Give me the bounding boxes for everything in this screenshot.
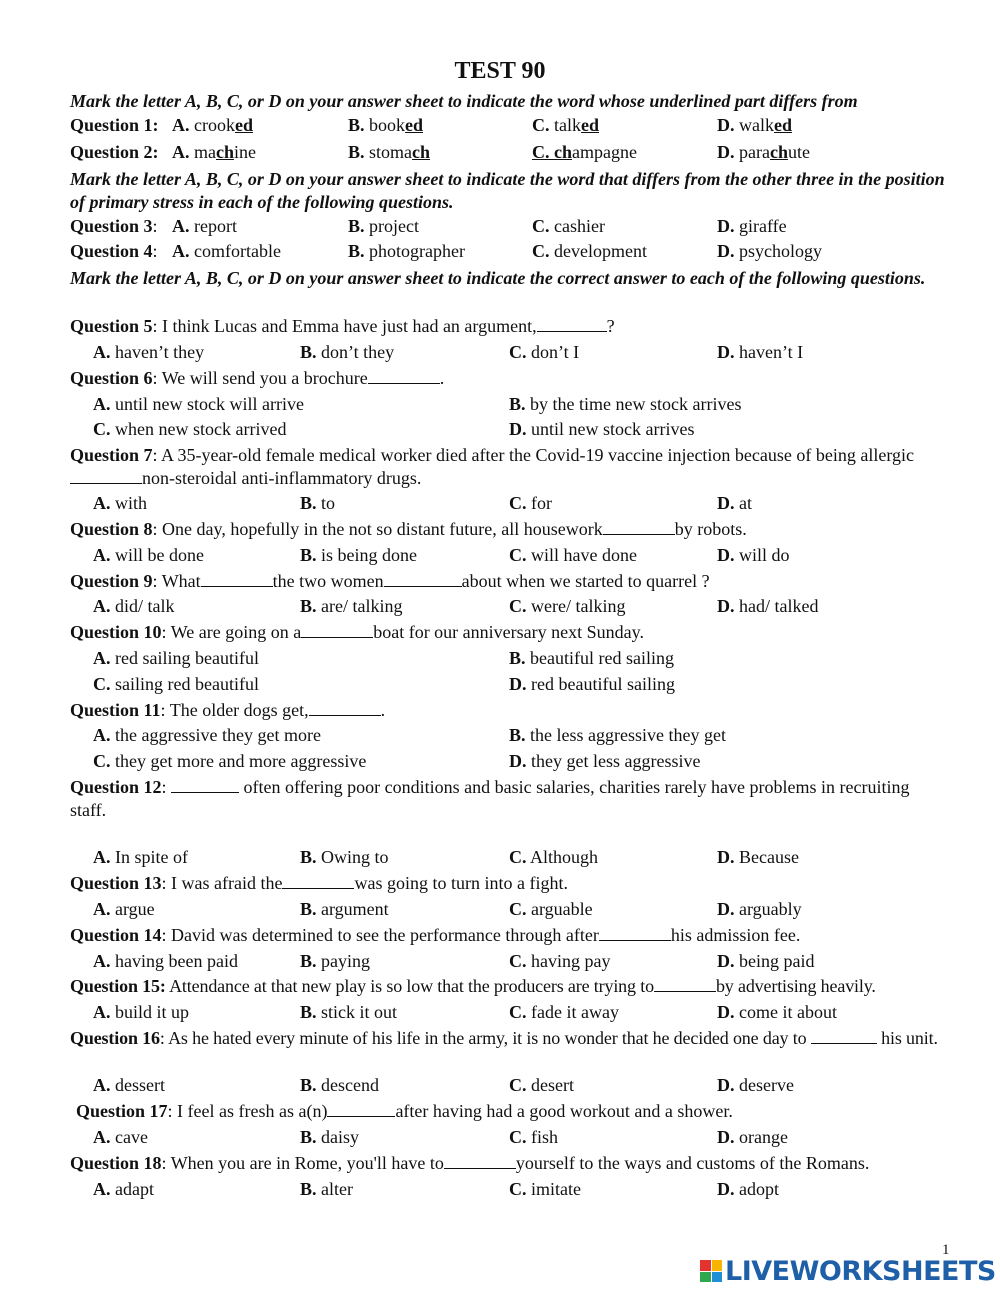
answer-blank[interactable] <box>603 518 675 535</box>
answer-blank[interactable] <box>327 1100 395 1117</box>
q6-option-a[interactable]: A. until new stock will arrive <box>93 394 304 414</box>
q8-option-c[interactable]: C. will have done <box>509 545 637 565</box>
question-label: Question 1: <box>70 115 159 135</box>
q16-option-c[interactable]: C. desert <box>509 1075 574 1095</box>
answer-blank[interactable] <box>301 621 373 638</box>
q17-option-b[interactable]: B. daisy <box>300 1127 360 1147</box>
q5-option-b[interactable]: B. don’t they <box>300 342 395 362</box>
q5-option-d[interactable]: D. haven’t I <box>717 342 804 362</box>
question-6: Question 6: We will send you a brochure . <box>70 368 445 388</box>
question-10: Question 10: We are going on a boat for our anniversary next Sunday. <box>70 622 644 642</box>
q7-option-a[interactable]: A. with <box>93 493 148 513</box>
question-15: Question 15: Attendance at that new play is so low that the producers are trying to by advertising heavily. <box>70 976 876 996</box>
q10-option-b[interactable]: B. beautiful red sailing <box>509 648 674 668</box>
instruction-correct: Mark the letter A, B, C, or D on your answer sheet to indicate the correct answer to each of the following questions. <box>70 268 926 288</box>
q2-option-a[interactable]: A. machine <box>172 142 256 162</box>
q11-option-a[interactable]: A. the aggressive they get more <box>93 725 321 745</box>
answer-blank[interactable] <box>537 315 607 332</box>
q14-option-c[interactable]: C. having pay <box>509 951 611 971</box>
q4-option-a[interactable]: A. comfortable <box>172 241 281 261</box>
question-4: Question 4: <box>70 241 158 261</box>
q2-option-d[interactable]: D. parachute <box>717 142 810 162</box>
q11-option-d[interactable]: D. they get less aggressive <box>509 751 701 771</box>
brand-name: LIVEWORKSHEETS <box>725 1255 996 1287</box>
q18-option-c[interactable]: C. imitate <box>509 1179 581 1199</box>
q14-option-b[interactable]: B. paying <box>300 951 371 971</box>
q6-option-c[interactable]: C. when new stock arrived <box>93 419 287 439</box>
q17-option-a[interactable]: A. cave <box>93 1127 148 1147</box>
q16-option-b[interactable]: B. descend <box>300 1075 379 1095</box>
q13-option-a[interactable]: A. argue <box>93 899 155 919</box>
q12-option-b[interactable]: B. Owing to <box>300 847 389 867</box>
q12-option-c[interactable]: C. Although <box>509 847 599 867</box>
q10-option-c[interactable]: C. sailing red beautiful <box>93 674 259 694</box>
q3-option-a[interactable]: A. report <box>172 216 237 236</box>
q1-option-c[interactable]: C. talked <box>532 115 599 135</box>
q16-option-d[interactable]: D. deserve <box>717 1075 794 1095</box>
page-title: TEST 90 <box>454 58 546 84</box>
q3-option-c[interactable]: C. cashier <box>532 216 605 236</box>
answer-blank[interactable] <box>171 776 239 793</box>
question-8: Question 8: One day, hopefully in the not so distant future, all housework by robots. <box>70 519 747 539</box>
q6-option-d[interactable]: D. until new stock arrives <box>509 419 695 439</box>
q1-option-a[interactable]: A. crooked <box>172 115 253 135</box>
question-17: Question 17: I feel as fresh as a(n) after having had a good workout and a shower. <box>76 1101 733 1121</box>
answer-blank[interactable] <box>444 1152 516 1169</box>
q11-option-b[interactable]: B. the less aggressive they get <box>509 725 726 745</box>
q4-option-d[interactable]: D. psychology <box>717 241 822 261</box>
q3-option-b[interactable]: B. project <box>348 216 419 236</box>
q18-option-a[interactable]: A. adapt <box>93 1179 154 1199</box>
question-11: Question 11: The older dogs get, . <box>70 700 386 720</box>
q8-option-a[interactable]: A. will be done <box>93 545 204 565</box>
instruction-stress: Mark the letter A, B, C, or D on your answer sheet to indicate the word that differs from the other three in the position of primary stress in each of the following questions. <box>70 169 945 212</box>
question-label: Question 2: <box>70 142 159 162</box>
q17-option-c[interactable]: C. fish <box>509 1127 558 1147</box>
question-12: Question 12: often offering poor conditions and basic salaries, charities rarely have problems in recruiting staff. <box>70 777 910 820</box>
answer-blank[interactable] <box>309 699 381 716</box>
question-16: Question 16: As he hated every minute of his life in the army, it is no wonder that he decided one day to his unit. <box>70 1028 938 1048</box>
q9-option-d[interactable]: D. had/ talked <box>717 596 819 616</box>
question-14: Question 14: David was determined to see the performance through after his admission fee. <box>70 925 801 945</box>
q10-option-a[interactable]: A. red sailing beautiful <box>93 648 259 668</box>
q1-option-d[interactable]: D. walked <box>717 115 792 135</box>
q14-option-d[interactable]: D. being paid <box>717 951 815 971</box>
page-number: 1 <box>942 1242 950 1258</box>
q15-option-c[interactable]: C. fade it away <box>509 1002 619 1022</box>
q4-option-c[interactable]: C. development <box>532 241 647 261</box>
q11-option-c[interactable]: C. they get more and more aggressive <box>93 751 367 771</box>
q8-option-d[interactable]: D. will do <box>717 545 790 565</box>
q18-option-d[interactable]: D. adopt <box>717 1179 779 1199</box>
q15-option-b[interactable]: B. stick it out <box>300 1002 398 1022</box>
answer-blank[interactable] <box>811 1027 877 1044</box>
q2-option-b[interactable]: B. stomach <box>348 142 431 162</box>
q8-option-b[interactable]: B. is being done <box>300 545 418 565</box>
question-5: Question 5: I think Lucas and Emma have just had an argument, ? <box>70 316 615 336</box>
answer-blank[interactable] <box>384 570 462 587</box>
instruction-pronunciation: Mark the letter A, B, C, or D on your answer sheet to indicate the word whose underlined part differs from <box>70 91 858 111</box>
answer-blank[interactable] <box>654 975 716 992</box>
q15-option-d[interactable]: D. come it about <box>717 1002 837 1022</box>
q13-option-c[interactable]: C. arguable <box>509 899 593 919</box>
q2-option-c[interactable]: C. champagne <box>532 142 637 162</box>
answer-blank[interactable] <box>282 872 354 889</box>
q9-option-c[interactable]: C. were/ talking <box>509 596 626 616</box>
answer-blank[interactable] <box>368 367 440 384</box>
q9-option-b[interactable]: B. are/ talking <box>300 596 403 616</box>
q3-option-d[interactable]: D. giraffe <box>717 216 787 236</box>
q17-option-d[interactable]: D. orange <box>717 1127 788 1147</box>
q15-option-a[interactable]: A. build it up <box>93 1002 190 1022</box>
q14-option-a[interactable]: A. having been paid <box>93 951 238 971</box>
q7-option-b[interactable]: B. to <box>300 493 336 513</box>
q13-option-b[interactable]: B. argument <box>300 899 389 919</box>
q1-option-b[interactable]: B. booked <box>348 115 424 135</box>
liveworksheets-logo <box>700 1256 996 1286</box>
answer-blank[interactable] <box>70 467 142 484</box>
question-3: Question 3: <box>70 216 158 236</box>
q9-option-a[interactable]: A. did/ talk <box>93 596 175 616</box>
answer-blank[interactable] <box>201 570 273 587</box>
q7-option-d[interactable]: D. at <box>717 493 752 513</box>
q18-option-b[interactable]: B. alter <box>300 1179 353 1199</box>
answer-blank[interactable] <box>599 924 671 941</box>
q13-option-d[interactable]: D. arguably <box>717 899 802 919</box>
q6-option-b[interactable]: B. by the time new stock arrives <box>509 394 742 414</box>
q7-option-c[interactable]: C. for <box>509 493 552 513</box>
q16-option-a[interactable]: A. dessert <box>93 1075 165 1095</box>
q4-option-b[interactable]: B. photographer <box>348 241 465 261</box>
q10-option-d[interactable]: D. red beautiful sailing <box>509 674 675 694</box>
question-13: Question 13: I was afraid the was going to turn into a fight. <box>70 873 568 893</box>
question-18: Question 18: When you are in Rome, you'll have to yourself to the ways and customs of the Romans. <box>70 1153 870 1173</box>
q5-option-c[interactable]: C. don’t I <box>509 342 580 362</box>
liveworksheets-icon <box>700 1260 722 1282</box>
question-7: Question 7: A 35-year-old female medical worker died after the Covid-19 vaccine injection because of being allergicnon-steroidal anti-inflammatory drugs. <box>70 445 915 488</box>
q12-option-a[interactable]: A. In spite of <box>93 847 188 867</box>
question-9: Question 9: What the two women about when we started to quarrel ? <box>70 571 710 591</box>
q12-option-d[interactable]: D. Because <box>717 847 799 867</box>
q5-option-a[interactable]: A. haven’t they <box>93 342 205 362</box>
